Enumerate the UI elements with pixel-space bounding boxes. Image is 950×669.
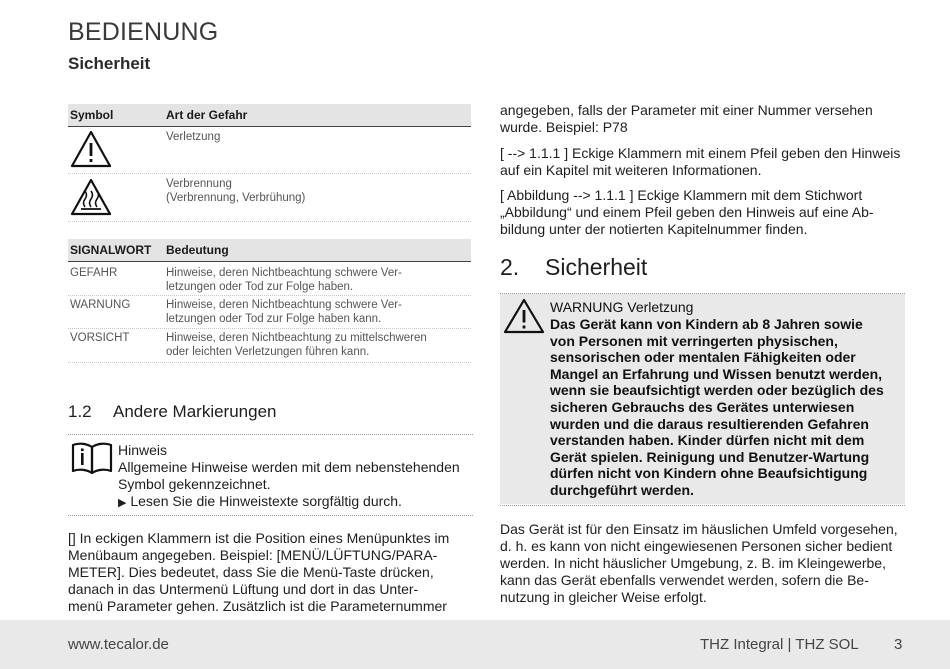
divider xyxy=(68,434,473,435)
warning-body xyxy=(550,316,901,499)
footer-url: www.tecalor.de xyxy=(68,636,169,653)
parameter-paragraph xyxy=(500,102,905,136)
divider xyxy=(500,505,905,506)
paragraph-line: Das Gerät ist für den Einsatz im häuslichen Umfeld vorgesehen, xyxy=(500,521,898,537)
paragraph-line: d. h. es kann von nicht eingewiesenen Personen sicher bedient xyxy=(500,538,893,554)
section-title: Sicherheit xyxy=(545,254,648,280)
paragraph-line: [ --> 1.1.1 ] Eckige Klammern mit einem Pfeil geben den Hinweis xyxy=(500,145,901,161)
meaning-column-header: Bedeutung xyxy=(166,243,229,257)
warning-triangle-icon xyxy=(503,297,545,340)
signal-word: WARNUNG xyxy=(70,299,131,311)
signalword-table-header xyxy=(68,239,471,262)
signal-meaning-line: oder leichten Verletzungen führen kann. xyxy=(166,346,370,358)
hazard-text: Verbrennung xyxy=(166,178,232,190)
table-row xyxy=(68,127,471,174)
warning-line: sicheren Gebrauchs des Gerätes unterwiesen xyxy=(550,398,855,415)
note-title: Hinweis xyxy=(118,442,168,458)
warning-line: Gerät spielen. Reinigung und Benutzer-Wartung xyxy=(550,448,870,465)
note-bullet-text: Lesen Sie die Hinweistexte sorgfältig durch. xyxy=(130,493,402,509)
warning-line: durchgeführt werden. xyxy=(550,481,694,498)
bullet-arrow-icon: ▶ xyxy=(118,497,127,509)
warning-triangle-icon xyxy=(70,129,112,173)
hazard-text-detail: (Verbrennung, Verbrühung) xyxy=(166,192,306,204)
warning-line: wenn sie beaufsichtigt werden oder bezüglich des xyxy=(550,382,884,399)
symbol-table-header xyxy=(68,104,471,127)
signal-word: VORSICHT xyxy=(70,332,130,344)
paragraph-line: „Abbildung“ und einem Pfeil geben den Hinweis auf eine Ab- xyxy=(500,204,874,220)
warning-line: dürfen nicht von Kindern ohne Beaufsichtigung xyxy=(550,465,868,482)
book-icon xyxy=(70,440,114,479)
signal-word: GEFAHR xyxy=(70,267,118,279)
signal-meaning-line: Hinweise, deren Nichtbeachtung zu mittelschweren xyxy=(166,332,427,344)
paragraph-line: [] In eckigen Klammern ist die Position eines Menüpunktes im xyxy=(68,530,450,546)
page-number: 3 xyxy=(894,636,903,653)
arrow-reference-paragraph xyxy=(500,145,905,179)
paragraph-line: danach in das Untermenü Lüftung und dort in das Unter- xyxy=(68,581,419,597)
table-row xyxy=(68,296,471,329)
warning-line: wurden und die daraus resultierenden Gefahren xyxy=(550,415,869,432)
warning-line: sensorischen oder mentalen Fähigkeiten oder xyxy=(550,349,856,366)
menu-explanation-paragraph xyxy=(68,530,473,615)
table-row xyxy=(68,262,471,296)
paragraph-line: angegeben, falls der Parameter mit einer Nummer versehen xyxy=(500,102,873,118)
signalword-column-header: SIGNALWORT xyxy=(70,243,152,257)
figure-reference-paragraph xyxy=(500,187,905,238)
signal-meaning-line: letzungen oder Tod zur Folge haben kann. xyxy=(166,313,382,325)
page-subtitle: Sicherheit xyxy=(68,54,151,73)
symbol-column-header: Symbol xyxy=(70,108,114,122)
paragraph-line: METER]. Dies bedeutet, dass Sie die Menü-Taste drücken, xyxy=(68,564,434,580)
signalword-table xyxy=(68,239,471,363)
symbol-table xyxy=(68,104,471,222)
paragraph-line: [ Abbildung --> 1.1.1 ] Eckige Klammern mit dem Stichwort xyxy=(500,187,863,203)
note-bullet xyxy=(118,493,402,512)
note-text-line: Allgemeine Hinweise werden mit dem nebenstehenden xyxy=(118,459,460,475)
section-title: Andere Markierungen xyxy=(113,402,277,421)
warning-line: Das Gerät kann von Kindern ab 8 Jahren sowie xyxy=(550,316,863,332)
section-heading xyxy=(500,254,647,281)
divider xyxy=(68,515,473,516)
hazard-column-header: Art der Gefahr xyxy=(166,108,248,122)
section-number: 2. xyxy=(500,254,520,280)
paragraph-line: auf ein Kapitel mit weiteren Informationen. xyxy=(500,162,762,178)
page-title: BEDIENUNG xyxy=(68,18,219,46)
paragraph-line: nutzung in gleicher Weise erfolgt. xyxy=(500,589,707,605)
footer-product: THZ Integral | THZ SOL xyxy=(700,636,859,653)
paragraph-line: Menübaum angegeben. Beispiel: [MENÜ/LÜFTUNG/PARA- xyxy=(68,547,438,563)
table-row xyxy=(68,174,471,222)
warning-line: von Personen mit verringerten physischen, xyxy=(550,332,838,349)
paragraph-line: kann das Gerät ebenfalls verwendet werden, sofern die Be- xyxy=(500,572,869,588)
paragraph-line: werden. In nicht häuslicher Umgebung, z. B. im Kleingewerbe, xyxy=(500,555,886,571)
hazard-text: Verletzung xyxy=(166,131,221,143)
divider xyxy=(500,293,905,294)
paragraph-line: bildung unter der notierten Kapitelnummer finden. xyxy=(500,221,808,237)
paragraph-line: wurde. Beispiel: P78 xyxy=(500,119,628,135)
signal-meaning-line: letzungen oder Tod zur Folge haben. xyxy=(166,281,354,293)
signal-meaning-line: Hinweise, deren Nichtbeachtung schwere Ver- xyxy=(166,299,402,311)
intended-use-paragraph xyxy=(500,521,905,606)
section-number: 1.2 xyxy=(68,402,92,421)
note-text-line: Symbol gekennzeichnet. xyxy=(118,476,271,492)
warning-line: verstanden haben. Kinder dürfen nicht mit dem xyxy=(550,432,865,449)
table-row xyxy=(68,329,471,363)
warning-title: WARNUNG Verletzung xyxy=(550,299,694,315)
paragraph-line: menü Parameter gehen. Zusätzlich ist die Parameternummer xyxy=(68,598,447,614)
hot-surface-icon xyxy=(70,177,112,221)
warning-line: Mangel an Erfahrung und Wissen benutzt werden, xyxy=(550,365,883,382)
signal-meaning-line: Hinweise, deren Nichtbeachtung schwere Ver- xyxy=(166,267,402,279)
section-heading xyxy=(68,402,276,422)
